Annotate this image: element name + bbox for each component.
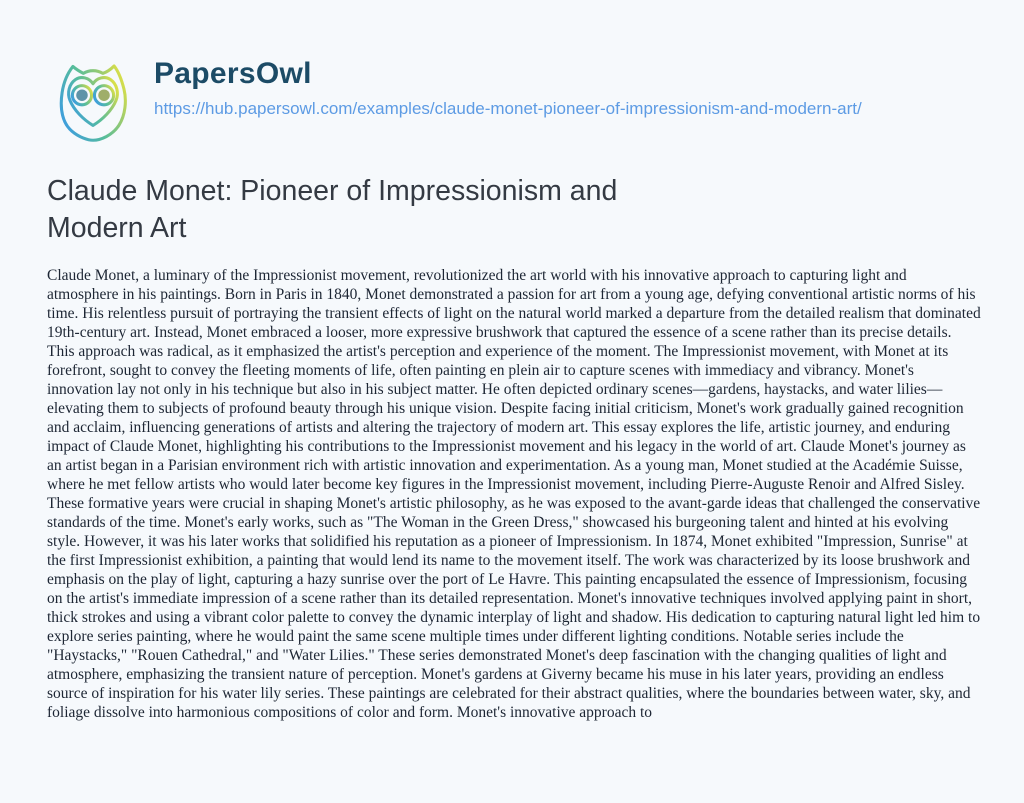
brand-title: PapersOwl (154, 57, 312, 90)
owl-logo-icon (47, 54, 139, 146)
brand-block (154, 54, 862, 121)
page-header (47, 54, 980, 146)
article-title: Claude Monet: Pioneer of Impressionism and Modern Art (47, 175, 618, 244)
article-body-text: Claude Monet, a luminary of the Impressionist movement, revolutionized the art world with his innovative approach to capturing light and atmosphere in his paintings. Born in Paris in 1840, Monet demonstrated a passion for art from a young age, defying conventional artistic norms of his time. His relentless pursuit of portraying the transient effects of light on the natural world marked a departure from the detailed realism that dominated 19th-century art. Instead, Monet embraced a looser, more expressive brushwork that captured the essence of a scene rather than its precise details. This approach was radical, as it emphasized the artist's perception and experience of the moment. The Impressionist movement, with Monet at its forefront, sought to convey the fleeting moments of life, often painting en plein air to capture scenes with immediacy and vibrancy. Monet's innovation lay not only in his technique but also in his subject matter. He often depicted ordinary scenes—gardens, haystacks, and water lilies—elevating them to subjects of profound beauty through his unique vision. Despite facing initial criticism, Monet's work gradually gained recognition and acclaim, influencing generations of artists and altering the trajectory of modern art. This essay explores the life, artistic journey, and enduring impact of Claude Monet, highlighting his contributions to the Impressionist movement and his legacy in the world of art. Claude Monet's journey as an artist began in a Parisian environment rich with artistic innovation and experimentation. As a young man, Monet studied at the Académie Suisse, where he met fellow artists who would later become key figures in the Impressionist movement, including Pierre-Auguste Renoir and Alfred Sisley. These formative years were crucial in shaping Monet's artistic philosophy, as he was exposed to the avant-garde ideas that challenged the conservative standards of the time. Monet's early works, such as "The Woman in the Green Dress," showcased his burgeoning talent and hinted at his evolving style. However, it was his later works that solidified his reputation as a pioneer of Impressionism. In 1874, Monet exhibited "Impression, Sunrise" at the first Impressionist exhibition, a painting that would lend its name to the movement itself. The work was characterized by its loose brushwork and emphasis on the play of light, capturing a hazy sunrise over the port of Le Havre. This painting encapsulated the essence of Impressionism, focusing on the artist's immediate impression of a scene rather than its detailed representation. Monet's innovative techniques involved applying paint in short, thick strokes and using a vibrant color palette to convey the dynamic interplay of light and shadow. His dedication to capturing natural light led him to explore series painting, where he would paint the same scene multiple times under different lighting conditions. Notable series include the "Haystacks," "Rouen Cathedral," and "Water Lilies." These series demonstrated Monet's deep fascination with the changing qualities of light and atmosphere, emphasizing the transient nature of perception. Monet's gardens at Giverny became his muse in his later years, providing an endless source of inspiration for his water lily series. These paintings are celebrated for their abstract qualities, where the boundaries between water, sky, and foliage dissolve into harmonious compositions of color and form. Monet's innovative approach to (47, 267, 981, 722)
article-url-link[interactable]: https://hub.papersowl.com/examples/claude-monet-pioneer-of-impressionism-and-modern-art/ (154, 99, 862, 118)
